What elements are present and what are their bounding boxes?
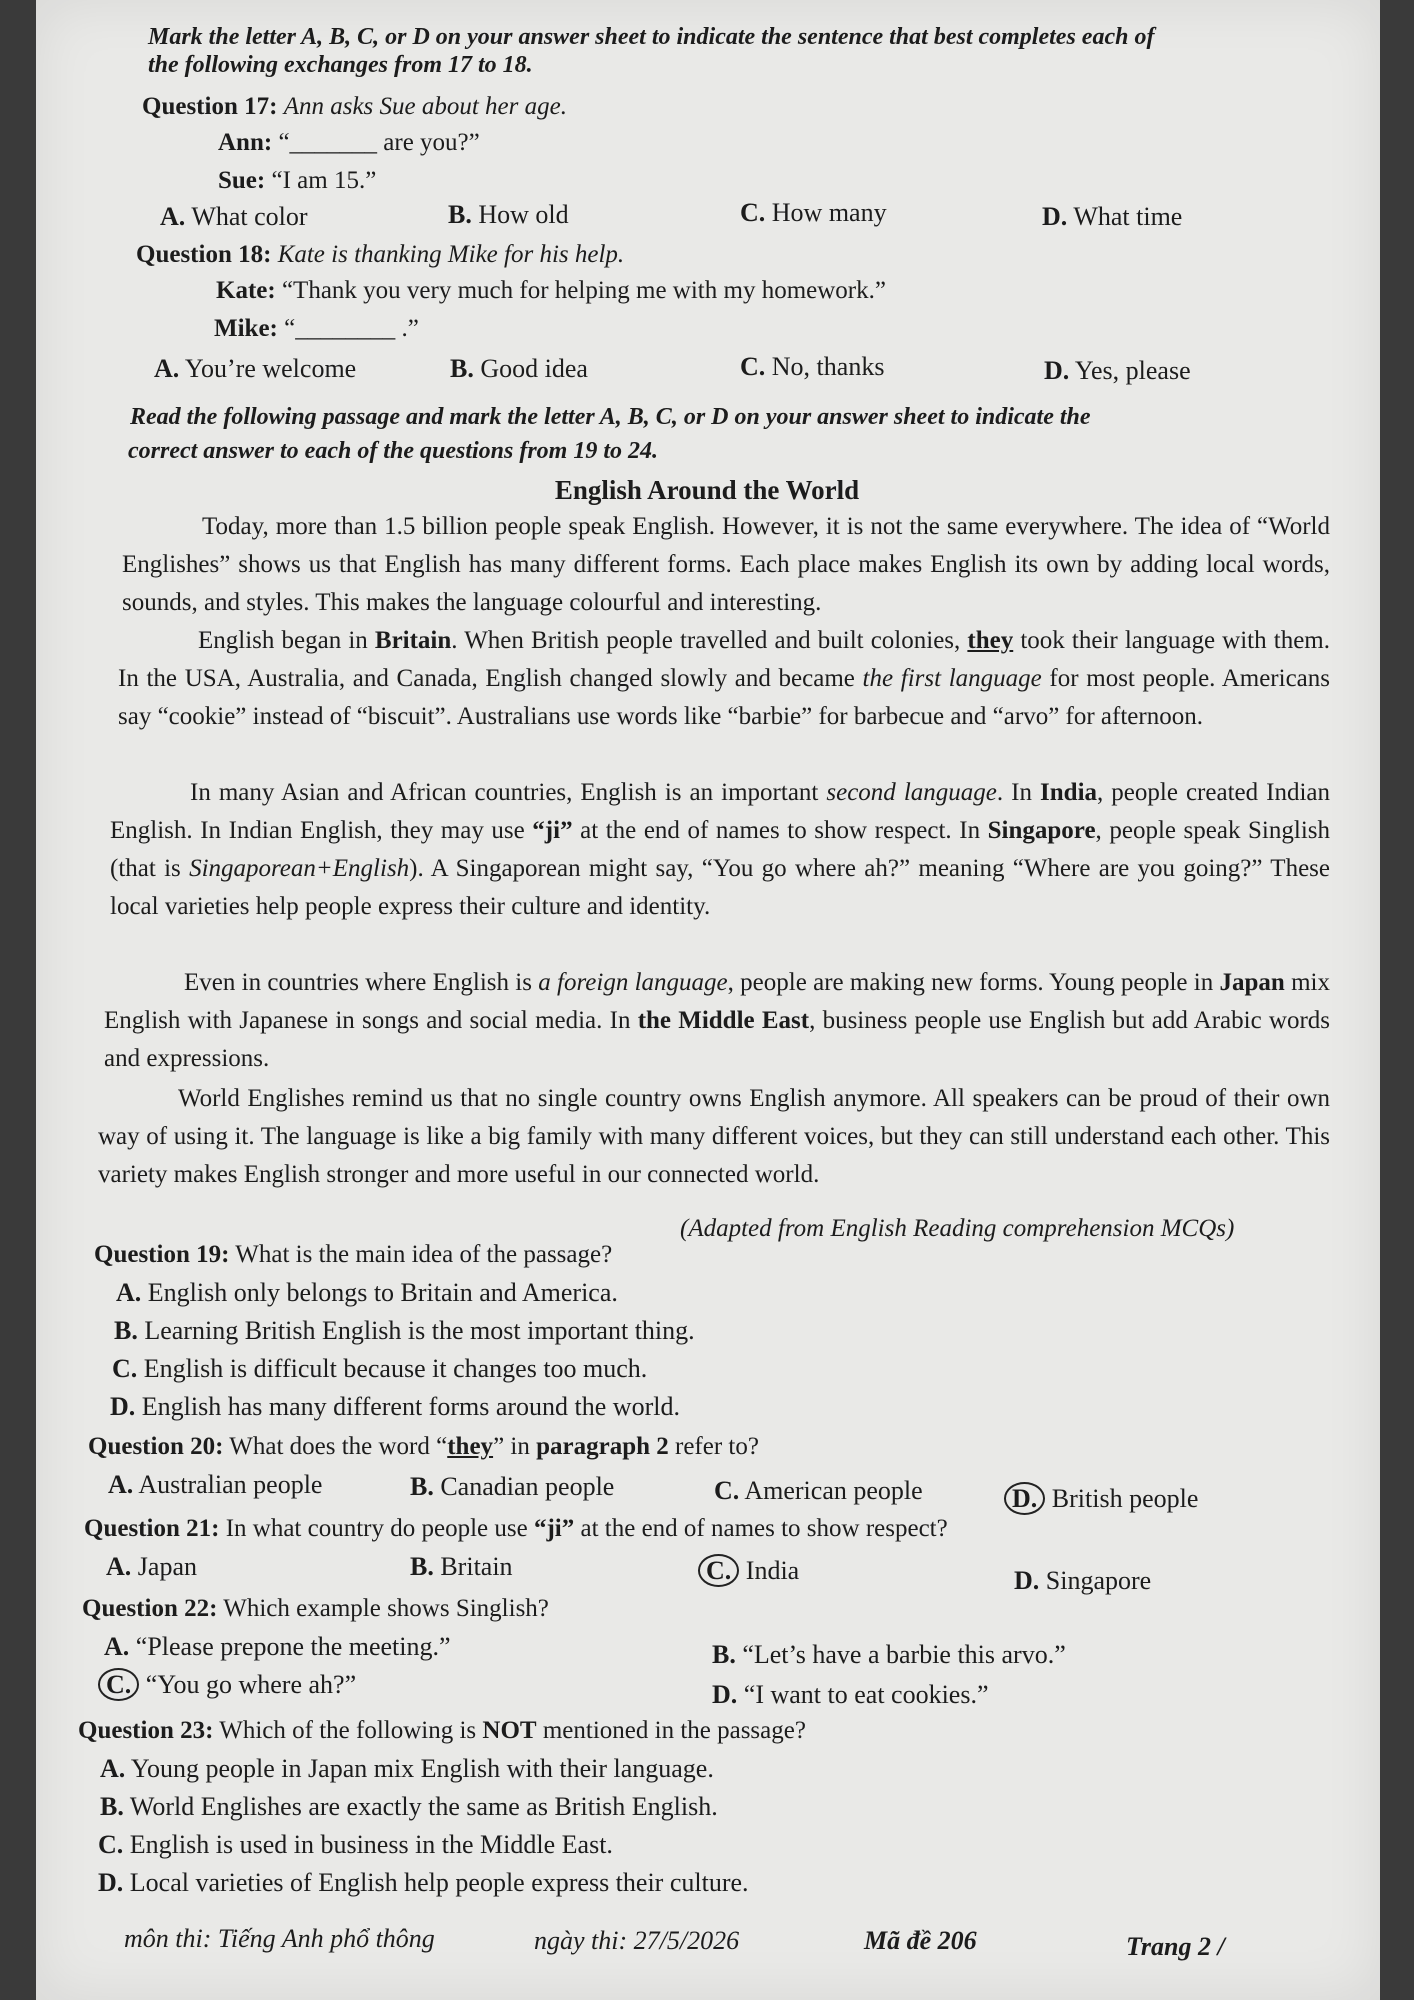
q21-option-a: A. Japan: [106, 1552, 197, 1581]
q22-option-a: A. “Please prepone the meeting.”: [104, 1632, 451, 1661]
answer-circle: C.: [98, 1668, 139, 1701]
q17-option-c: C. How many: [740, 198, 887, 227]
footer-subject: môn thi: Tiếng Anh phổ thông: [124, 1924, 435, 1953]
passage-paragraph-2: English began in Britain. When British people travelled and built colonies, they took their language with them. In the USA, Australia, and Canada, English changed slowly and became the first language for most people. Americans say “cookie” instead of “biscuit”. Australians use words like “barbie” for barbecue and “arvo” for afternoon.: [118, 627, 1330, 730]
instructions-1-line2: the following exchanges from 17 to 18.: [148, 52, 533, 78]
passage-title: English Around the World: [554, 475, 860, 505]
footer-date: ngày thi: 27/5/2026: [534, 1926, 740, 1955]
q18-option-c: C. No, thanks: [740, 352, 885, 381]
question-label: Question 17:: [142, 93, 278, 120]
q18-dialogue-line1: [216, 276, 886, 306]
question-label: Question 18:: [136, 241, 272, 268]
q18-dialogue-line2: [214, 314, 419, 344]
q19-option-c: C. English is difficult because it changes too much.: [112, 1354, 648, 1383]
q17-option-b: B. How old: [448, 200, 569, 229]
speaker-text: “_______ are you?”: [278, 129, 480, 156]
question-19: Question 19: What is the main idea of the passage?: [94, 1241, 613, 1268]
passage-paragraph-1: Today, more than 1.5 billion people speak English. However, it is not the same everywhere. The idea of “World Englishes” shows us that English has many different forms. Each place makes English its own by adding local words, sounds, and styles. This makes the language colourful and interesting.: [122, 513, 1330, 616]
q22-option-d: D. “I want to eat cookies.”: [712, 1680, 989, 1709]
q23-option-d: D. Local varieties of English help people express their culture.: [98, 1868, 749, 1897]
question-20: Question 20: What does the word “they” in paragraph 2 refer to?: [88, 1433, 759, 1460]
q18-option-b: B. Good idea: [450, 354, 588, 383]
speaker-name: Mike:: [214, 315, 278, 342]
question-23: Question 23: Which of the following is NOT mentioned in the passage?: [78, 1717, 806, 1744]
footer-page-number: Trang 2 /: [1126, 1932, 1225, 1961]
question-prompt: Ann asks Sue about her age.: [283, 93, 567, 120]
q23-option-b: B. World Englishes are exactly the same as British English.: [100, 1792, 718, 1821]
q19-option-b: B. Learning British English is the most important thing.: [114, 1316, 695, 1345]
passage-paragraph-5: World Englishes remind us that no single country owns English anymore. All speakers can be proud of their own way of using it. The language is like a big family with many different voices, but they can still understand each other. This variety makes English stronger and more useful in our connected world.: [98, 1085, 1330, 1188]
q17-dialogue-line1: [218, 128, 480, 158]
footer-exam-code: Mã đề 206: [864, 1926, 977, 1955]
instructions-2-line2: correct answer to each of the questions from 19 to 24.: [128, 438, 659, 464]
q20-option-a: A. Australian people: [108, 1470, 323, 1499]
q23-option-a: A. Young people in Japan mix English with their language.: [100, 1754, 714, 1783]
answer-circle: D.: [1004, 1482, 1045, 1515]
q21-option-c: C. India: [698, 1556, 799, 1586]
q18-option-a: A. You’re welcome: [154, 354, 357, 383]
q18-option-d: D. Yes, please: [1044, 356, 1191, 385]
question-22: Question 22: Which example shows Singlish?: [82, 1595, 549, 1622]
instructions-2-line1: Read the following passage and mark the letter A, B, C, or D on your answer sheet to indicate the: [130, 404, 1091, 430]
q17-option-d: D. What time: [1042, 202, 1183, 231]
q20-option-d: D. British people: [1004, 1484, 1198, 1514]
passage-paragraph-3: In many Asian and African countries, English is an important second language. In India, people created Indian English. In Indian English, they may use “ji” at the end of names to show respect. In Singapore, people speak Singlish (that is Singaporean+English). A Singaporean might say, “You go where ah?” meaning “Where are you going?” These local varieties help people express their culture and identity.: [110, 779, 1331, 920]
q22-option-b: B. “Let’s have a barbie this arvo.”: [712, 1640, 1066, 1669]
speaker-text: “Thank you very much for helping me with my homework.”: [281, 277, 886, 304]
underlined-word-they: they: [967, 627, 1014, 654]
q21-option-b: B. Britain: [410, 1552, 513, 1581]
question-21: Question 21: In what country do people use “ji” at the end of names to show respect?: [84, 1515, 948, 1542]
q20-option-b: B. Canadian people: [410, 1472, 615, 1501]
q17-option-a: A. What color: [160, 202, 308, 231]
q22-option-c: C. “You go where ah?”: [98, 1670, 356, 1700]
q20-option-c: C. American people: [714, 1476, 923, 1505]
question-17: [142, 92, 567, 122]
speaker-text: “________ .”: [284, 315, 419, 342]
speaker-name: Ann:: [218, 129, 273, 156]
question-prompt: Kate is thanking Mike for his help.: [277, 241, 625, 268]
passage-source: (Adapted from English Reading comprehension MCQs): [680, 1215, 1235, 1242]
question-18: [136, 240, 624, 270]
speaker-name: Sue:: [218, 167, 266, 194]
q21-option-d: D. Singapore: [1014, 1566, 1152, 1595]
speaker-name: Kate:: [216, 277, 276, 304]
passage-paragraph-4: Even in countries where English is a foreign language, people are making new forms. Young people in Japan mix English with Japanese in songs and social media. In the Middle East, business people use English but add Arabic words and expressions.: [104, 969, 1331, 1072]
q19-option-d: D. English has many different forms around the world.: [110, 1392, 680, 1421]
instructions-1-line1: Mark the letter A, B, C, or D on your answer sheet to indicate the sentence that best completes each of: [148, 24, 1155, 50]
q17-dialogue-line2: [218, 166, 376, 196]
q23-option-c: C. English is used in business in the Middle East.: [98, 1830, 613, 1859]
q19-option-a: A. English only belongs to Britain and America.: [116, 1278, 618, 1307]
answer-circle: C.: [698, 1554, 739, 1587]
speaker-text: “I am 15.”: [271, 167, 377, 194]
